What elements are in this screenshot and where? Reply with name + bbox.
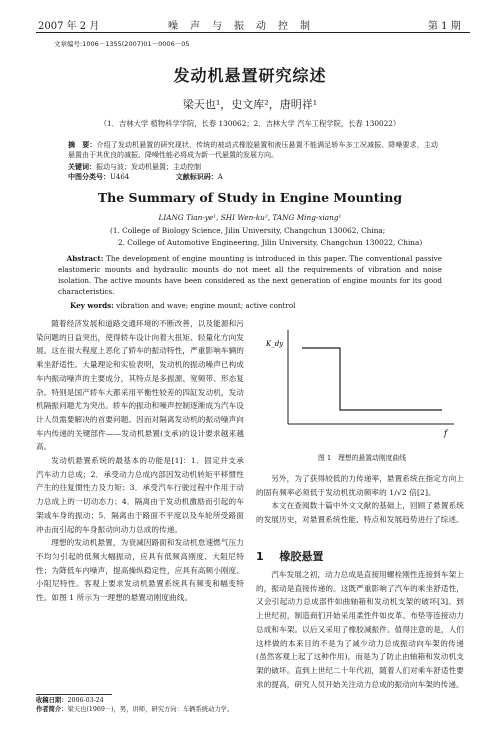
cn-classification bbox=[68, 172, 438, 183]
author-bio-label: 作者简介： bbox=[36, 705, 68, 713]
section-number: 1 bbox=[256, 550, 264, 563]
section-1-heading bbox=[256, 548, 323, 564]
clc-value: U464 bbox=[110, 173, 130, 181]
en-affiliation-2: 2. College of Automotive Engineering, Jilin University, Changchun 130022, China) bbox=[118, 238, 423, 247]
figure-curve bbox=[302, 348, 442, 410]
en-title: The Summary of Study in Engine Mounting bbox=[97, 190, 403, 205]
cn-keywords-text: 振动与波；发动机悬置；主动控制 bbox=[96, 163, 201, 171]
running-header-journal: 噪 声 与 振 动 控 制 bbox=[168, 21, 311, 32]
cn-affiliation: （1．吉林大学 植物科学学院，长春 130062；2．吉林大学 汽车工程学院，长春 130022） bbox=[99, 119, 401, 128]
running-header-issue: 第 1 期 bbox=[428, 21, 461, 32]
cn-keywords-label: 关键词： bbox=[68, 162, 96, 171]
cn-abstract bbox=[68, 140, 438, 160]
figure-x-label: f bbox=[444, 429, 447, 438]
right-paragraph-1: 另外，为了获得较低的力传递率，悬置系统在指定方向上的固有频率必须低于发动机扰动频率的 1/√2 倍[2]。 bbox=[256, 474, 464, 497]
en-authors: LIANG Tian-ye¹, SHI Wen-ku², TANG Ming-xiang¹ bbox=[158, 213, 342, 222]
footnote-rule bbox=[36, 694, 112, 695]
clc-label: 中图分类号： bbox=[68, 172, 110, 181]
doc-code-value: A bbox=[217, 173, 223, 181]
en-abstract-text: The development of engine mounting is introduced in this paper. The conventional passive elastomeric mounts and hydraulic mounts do not meet all the requirements of vibration and noise isolation. The active mounts have been considered as the next generation of engine mounts for its good characteristics. bbox=[58, 254, 442, 296]
received-label: 收稿日期： bbox=[36, 697, 68, 704]
cn-keywords bbox=[68, 162, 438, 173]
cn-abstract-text: 介绍了发动机悬置的研究现状，传统的被动式橡胶悬置和液压悬置不能满足轿车多工况减振、降噪要求，主动悬置由于其优良的减振、降噪性能必将成为新一代悬置的发展方向。 bbox=[68, 141, 439, 159]
left-paragraph-3: 理想的发动机悬置，为衰减因路面和发动机怠速燃气压力不均匀引起的低频大幅振动，应具有低频高刚度、大阻尼特性；为降低车内噪声，提高操纵稳定性，应具有高频小刚度、小阻尼特性。客观上要求发动机悬置系统具有频变和幅变特性。如图 1 所示为一理想的悬置动刚度曲线。 bbox=[36, 538, 244, 603]
received-date: 2006-03-24 bbox=[67, 697, 104, 704]
article-number: 文章编号:1006－1355(2007)01－0006－05 bbox=[54, 40, 190, 48]
figure-y-label: K_dy bbox=[266, 340, 284, 348]
figure-1-caption: 图 1 理想的悬置动刚度曲线 bbox=[317, 454, 407, 462]
en-keywords bbox=[70, 300, 440, 311]
right-column-intro bbox=[256, 472, 464, 527]
cn-authors: 梁天也¹，史文库²，唐明祥¹ bbox=[182, 98, 318, 111]
header-rule bbox=[36, 32, 470, 33]
running-header-date: 2007 年 2 月 bbox=[38, 21, 100, 32]
section-title: 橡胶悬置 bbox=[279, 550, 324, 563]
left-column bbox=[36, 317, 244, 605]
figure-1-stiffness-curve bbox=[262, 322, 462, 442]
en-keywords-text: vibration and wave; engine mount; active control bbox=[116, 301, 296, 310]
author-bio: 梁天也(1969－)，男，讲师，研究方向：车辆系统动力学。 bbox=[67, 705, 234, 713]
left-paragraph-1: 随着经济发展和道路交通环境的不断改善，以及能源和污染问题的日益突出，使得轿车设计向着大扭矩、轻量化方向发展。这在很大程度上恶化了轿车的振动特性，严重影响车辆的乘坐舒适性。大量理论和实验表明，发动机的振动噪声已构成车内振动噪声的主要成分，其特点是多振源、宽频带、形态复杂。特别是国产轿车大都采用平衡性较差的四缸发动机，发动机隔振问题尤为突出。轿车的振动和噪声控制逐渐成为汽车设计人员需要解决的首要问题。因而对隔离发动机的振动噪声向车内传递的关键部件——发动机悬置(支承)的设计要求越来越高。 bbox=[36, 319, 244, 452]
left-paragraph-2: 发动机悬置系统的最基本的功能是[1]：1．固定并支承汽车动力总成；2．承受动力总成内部因发动机转矩平移惯性产生的往复惯性力及力矩；3．承受汽车行驶过程中作用于动力总成上的一切动态力；4．隔离由于发动机激励而引起的车架或车身的振动；5．隔离由于路面不平度以及车轮所受路面冲击而引起的车身振动向动力总成的传递。 bbox=[36, 456, 244, 534]
cn-abstract-label: 摘 要： bbox=[68, 140, 97, 149]
en-keywords-label: Key words: bbox=[70, 301, 114, 310]
en-abstract bbox=[58, 253, 442, 297]
cn-title: 发动机悬置研究综述 bbox=[173, 66, 327, 85]
right-column-section bbox=[256, 568, 464, 691]
en-affiliation-1: (1. College of Biology Science, Jilin University, Changchun 130062, China; bbox=[110, 226, 386, 235]
section-paragraph-1: 汽车发展之初，动力总成是直接用螺栓刚性连接到车架上的，振动是直接传递的。这既严重影响了汽车的乘坐舒适性，又会引起动力总成部件如曲轴箱和发动机支架的破坏[3]。到上世纪初，制造商们开始采用柔性件如皮革、布垫等连接动力总成和车架。以后又采用了橡胶减振件。值得注意的是，人们这样做的本来目的不是为了减少动力总成振动向车架的传递(虽然客观上起了这种作用)，而是为了防止由轴箱和发动机支架的破坏。直到上世纪二十年代初，随着人们对乘车舒适性要求的提高，研究人员开始关注动力总成的振动向车架的传递。 bbox=[256, 570, 464, 689]
en-abstract-label: Abstract: bbox=[66, 254, 104, 263]
doc-code-label: 文献标识码： bbox=[175, 172, 218, 181]
right-paragraph-2: 本文在查阅数十篇中外文文献的基础上，回顾了悬置系统的发展历史，对悬置系统性能、特点和发展趋势进行了综述。 bbox=[256, 501, 464, 525]
footnote bbox=[36, 697, 248, 714]
